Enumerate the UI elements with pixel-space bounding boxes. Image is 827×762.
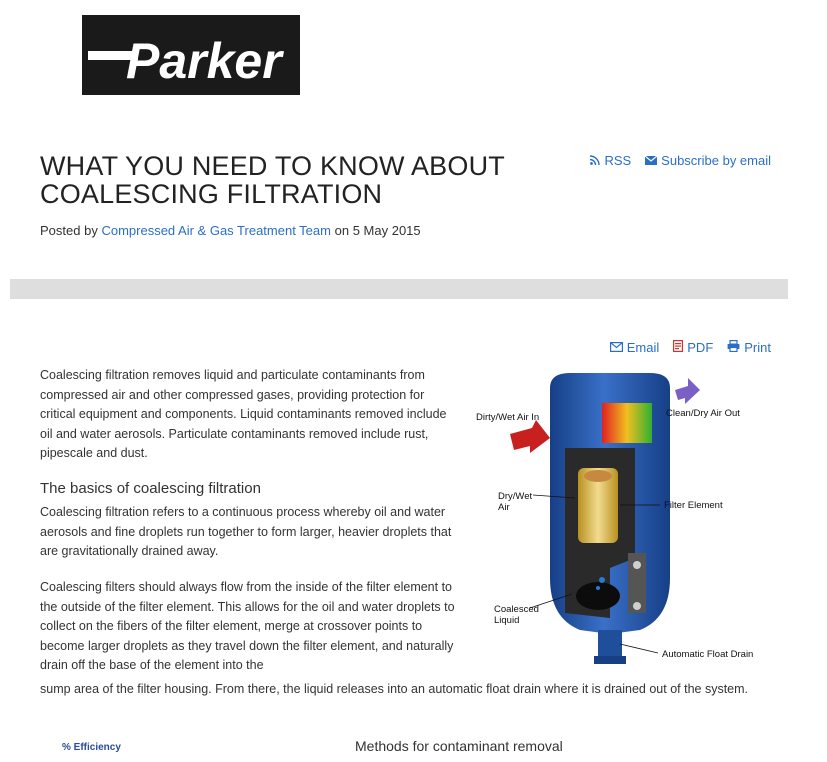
coalescing-filter-diagram [470,368,770,673]
flow-paragraph-continued: sump area of the filter housing. From there, the liquid releases into an automatic float drain where it is drained out of the system. [40,682,749,696]
label-dirty-wet-air-in: Dirty/Wet Air In [476,412,540,423]
methods-heading: Methods for contaminant removal [355,738,563,754]
flow-paragraph: Coalescing filters should always flow from the inside of the filter element to the outside of the filter element. This allows for the oil and water droplets to collect on the fibers of the filter element, merge at crossover points to become larger droplets as they travel down the filter element, and naturally drain off the base of the element into the [40,580,455,672]
share-bar [610,340,771,355]
logo-wordmark: Parker [126,33,282,89]
rss-icon [590,153,600,168]
subscribe-email-link[interactable] [645,153,771,168]
page-title: WHAT YOU NEED TO KNOW ABOUT COALESCING FILTRATION [40,151,505,209]
email-share-label: Email [626,340,660,355]
rss-label: RSS [604,153,632,168]
rss-link[interactable] [590,153,631,168]
pdf-label: PDF [687,340,714,355]
envelope-outline-icon [610,340,623,355]
post-meta [40,223,421,238]
envelope-icon [645,153,657,168]
subscribe-bar [590,153,771,168]
section-divider [10,279,788,299]
date-prefix: on [334,223,350,238]
label-filter-element: Filter Element [664,500,723,511]
print-label: Print [744,340,771,355]
email-share-link[interactable] [610,340,660,355]
intro-paragraph: Coalescing filtration removes liquid and particulate contaminants from compressed air and other compressed gases, providing protection for critical equipment and components. Liquid contaminants removed include oil and water aerosols. Particulate contaminants removed include rust, pipescale and dust. [40,368,447,460]
pdf-link[interactable] [673,340,713,355]
basics-paragraph: Coalescing filtration refers to a continuous process whereby oil and water aerosols and fine droplets run together to form larger, heavier droplets that are gravitationally drained away. [40,505,452,558]
label-dry-wet-air: Dry/Wet Air [498,491,533,513]
efficiency-label: % Efficiency [62,742,121,753]
print-link[interactable] [727,340,771,355]
posted-prefix: Posted by [40,223,98,238]
author-link[interactable]: Compressed Air & Gas Treatment Team [101,223,331,238]
subscribe-email-label: Subscribe by email [661,153,771,168]
label-coalesced-liquid: Coalesced Liquid [494,604,539,626]
pdf-icon [673,340,683,355]
section-heading: The basics of coalescing filtration [40,480,261,497]
printer-icon [727,340,740,355]
label-automatic-float-drain: Automatic Float Drain [662,649,754,660]
parker-logo[interactable] [82,15,300,95]
label-clean-dry-air-out: Clean/Dry Air Out [666,408,740,419]
post-date: 5 May 2015 [352,223,421,238]
